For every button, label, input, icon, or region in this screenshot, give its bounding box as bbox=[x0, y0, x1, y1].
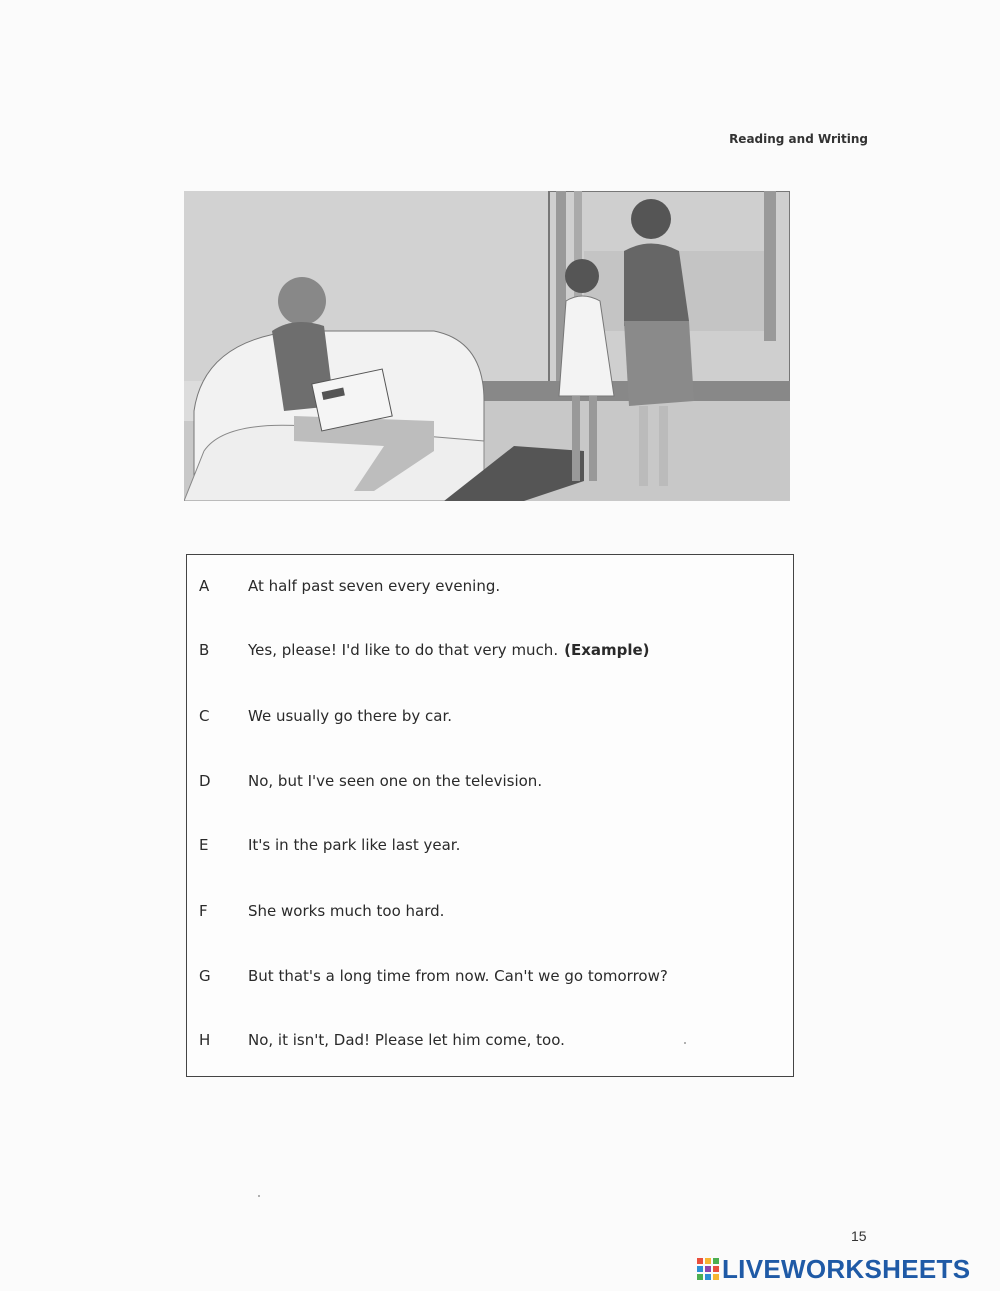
liveworksheets-logo-icon bbox=[697, 1256, 719, 1284]
option-letter: D bbox=[199, 772, 211, 790]
option-f bbox=[187, 896, 793, 926]
option-text: We usually go there by car. bbox=[248, 707, 453, 725]
option-text: Yes, please! I'd like to do that very much. (Example) bbox=[248, 641, 650, 659]
option-letter: A bbox=[199, 577, 210, 595]
option-h bbox=[187, 1025, 793, 1055]
scan-speck bbox=[684, 1042, 686, 1044]
option-c bbox=[187, 701, 793, 731]
scan-speck bbox=[258, 1195, 260, 1197]
option-letter: B bbox=[199, 641, 210, 659]
option-letter: G bbox=[199, 967, 211, 985]
example-tag: (Example) bbox=[564, 641, 650, 659]
section-title: Reading and Writing bbox=[729, 132, 868, 146]
option-text: But that's a long time from now. Can't we go tomorrow? bbox=[248, 967, 668, 985]
option-e bbox=[187, 830, 793, 860]
option-b bbox=[187, 635, 793, 665]
brand-logo[interactable] bbox=[697, 1254, 970, 1285]
option-letter: C bbox=[199, 707, 210, 725]
answer-options-box bbox=[186, 554, 794, 1077]
option-text: She works much too hard. bbox=[248, 902, 445, 920]
option-text: No, it isn't, Dad! Please let him come, too. bbox=[248, 1031, 565, 1049]
option-letter: H bbox=[199, 1031, 211, 1049]
page-number: 15 bbox=[851, 1228, 867, 1244]
option-letter: F bbox=[199, 902, 208, 920]
option-text: At half past seven every evening. bbox=[248, 577, 501, 595]
option-g bbox=[187, 961, 793, 991]
option-a bbox=[187, 571, 793, 601]
brand-wordmark: LIVEWORKSHEETS bbox=[722, 1254, 971, 1284]
option-d bbox=[187, 766, 793, 796]
illustration-image bbox=[184, 191, 790, 501]
option-text: No, but I've seen one on the television. bbox=[248, 772, 543, 790]
option-letter: E bbox=[199, 836, 209, 854]
option-text: It's in the park like last year. bbox=[248, 836, 461, 854]
